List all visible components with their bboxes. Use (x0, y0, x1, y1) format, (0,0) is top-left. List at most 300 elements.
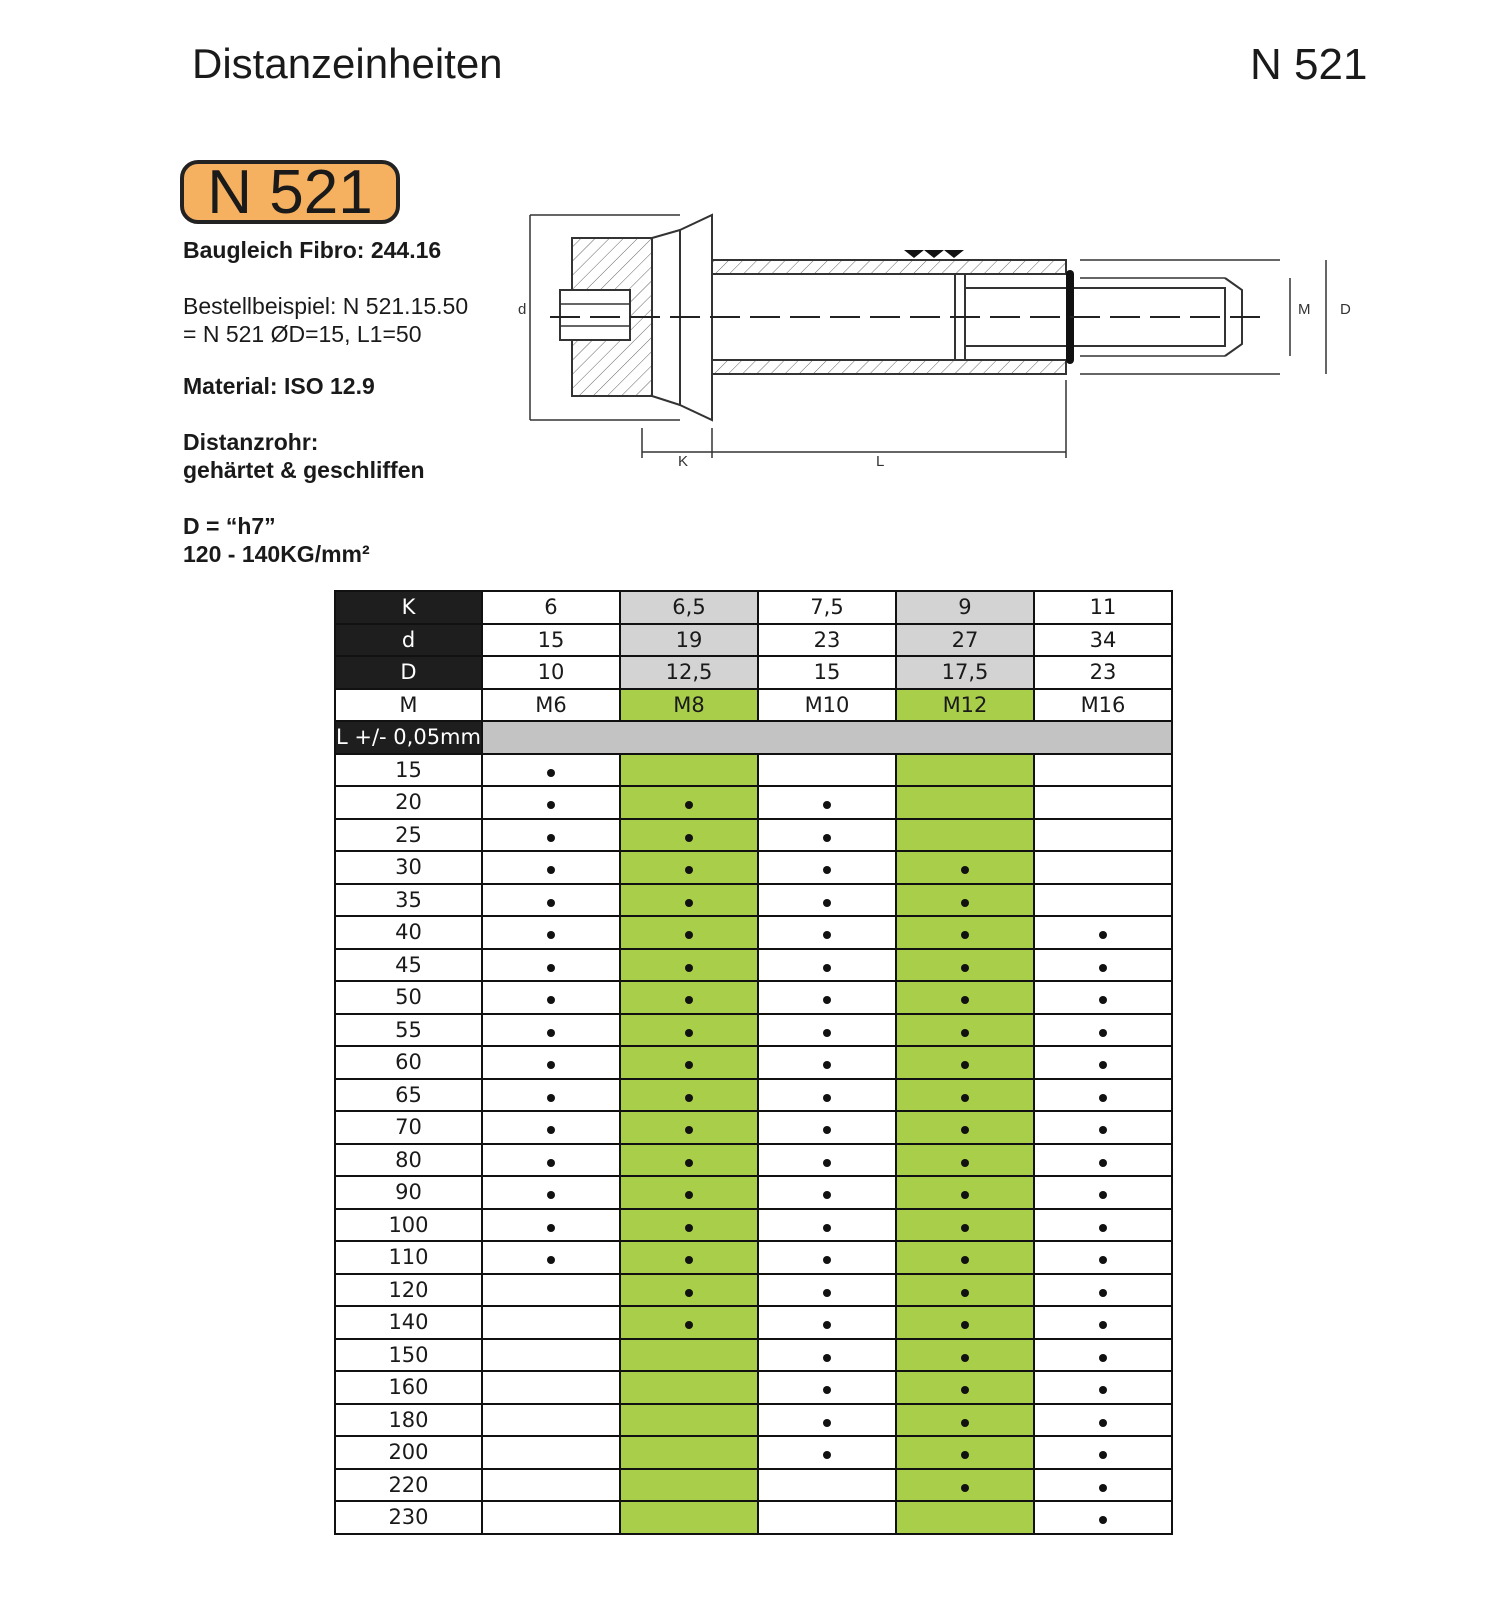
availability-cell (620, 786, 758, 819)
availability-cell (758, 1046, 896, 1079)
availability-cell (896, 1079, 1034, 1112)
table-row (335, 819, 1172, 852)
length-value: 15 (335, 754, 482, 787)
available-dot-icon (1099, 1419, 1107, 1427)
available-dot-icon (961, 996, 969, 1004)
availability-cell (482, 1371, 620, 1404)
availability-cell (482, 819, 620, 852)
availability-cell (896, 1371, 1034, 1404)
table-row (335, 754, 1172, 787)
row-label: K (335, 591, 482, 624)
availability-cell (1034, 1144, 1172, 1177)
availability-cell (1034, 786, 1172, 819)
cell-d: 19 (620, 624, 758, 657)
availability-cell (896, 1144, 1034, 1177)
availability-cell (896, 1046, 1034, 1079)
available-dot-icon (547, 1224, 555, 1232)
length-value: 120 (335, 1274, 482, 1307)
available-dot-icon (685, 1126, 693, 1134)
availability-cell (620, 981, 758, 1014)
available-dot-icon (823, 931, 831, 939)
available-dot-icon (1099, 1484, 1107, 1492)
availability-cell (482, 1501, 620, 1534)
available-dot-icon (685, 1256, 693, 1264)
available-dot-icon (961, 1386, 969, 1394)
cell-d: 23 (758, 624, 896, 657)
available-dot-icon (547, 1256, 555, 1264)
table-row (335, 981, 1172, 1014)
label-d: d (518, 301, 527, 318)
available-dot-icon (1099, 1224, 1107, 1232)
fibro-equivalent: Baugleich Fibro: 244.16 (183, 237, 442, 263)
length-value: 20 (335, 786, 482, 819)
availability-cell (1034, 1339, 1172, 1372)
available-dot-icon (547, 769, 555, 777)
table-row (335, 1111, 1172, 1144)
label-k: K (678, 453, 689, 470)
availability-cell (620, 1079, 758, 1112)
availability-cell (482, 1079, 620, 1112)
availability-cell (758, 1176, 896, 1209)
cell-d: 27 (896, 624, 1034, 657)
available-dot-icon (961, 1126, 969, 1134)
available-dot-icon (823, 1159, 831, 1167)
table-row (335, 851, 1172, 884)
row-label: M (335, 689, 482, 722)
available-dot-icon (823, 1094, 831, 1102)
available-dot-icon (547, 801, 555, 809)
available-dot-icon (685, 1224, 693, 1232)
table-row (335, 1241, 1172, 1274)
availability-cell (1034, 1111, 1172, 1144)
availability-cell (1034, 1046, 1172, 1079)
availability-cell (620, 851, 758, 884)
availability-cell (758, 819, 896, 852)
availability-cell (896, 819, 1034, 852)
availability-cell (620, 1209, 758, 1242)
availability-cell (1034, 819, 1172, 852)
availability-cell (620, 754, 758, 787)
table-row (335, 1014, 1172, 1047)
availability-cell (896, 1306, 1034, 1339)
availability-cell (896, 786, 1034, 819)
available-dot-icon (685, 1029, 693, 1037)
availability-cell (620, 1501, 758, 1534)
availability-cell (482, 1306, 620, 1339)
available-dot-icon (1099, 1159, 1107, 1167)
available-dot-icon (961, 1029, 969, 1037)
availability-cell (758, 1306, 896, 1339)
available-dot-icon (1099, 1386, 1107, 1394)
available-dot-icon (1099, 1126, 1107, 1134)
table-row (335, 916, 1172, 949)
cell-d: 34 (1034, 624, 1172, 657)
availability-cell (1034, 1436, 1172, 1469)
available-dot-icon (823, 801, 831, 809)
tolerance-spec: D = “h7” (183, 513, 276, 539)
available-dot-icon (685, 1159, 693, 1167)
availability-cell (620, 1014, 758, 1047)
availability-cell (758, 1241, 896, 1274)
table-row (335, 1371, 1172, 1404)
cell-d: 23 (1034, 656, 1172, 689)
length-header-label: L +/- 0,05mm (335, 721, 482, 754)
available-dot-icon (961, 1256, 969, 1264)
availability-cell (482, 981, 620, 1014)
available-dot-icon (685, 866, 693, 874)
availability-cell (758, 1209, 896, 1242)
available-dot-icon (1099, 931, 1107, 939)
availability-cell (1034, 1371, 1172, 1404)
availability-cell (758, 1469, 896, 1502)
availability-cell (896, 1501, 1034, 1534)
availability-cell (896, 1014, 1034, 1047)
label-m: M (1298, 301, 1311, 318)
table-row (335, 1436, 1172, 1469)
table-row (335, 1469, 1172, 1502)
table-row (335, 949, 1172, 982)
available-dot-icon (823, 1289, 831, 1297)
availability-cell (1034, 754, 1172, 787)
size-table (334, 590, 1173, 1535)
available-dot-icon (961, 1321, 969, 1329)
available-dot-icon (685, 1289, 693, 1297)
available-dot-icon (1099, 1321, 1107, 1329)
available-dot-icon (685, 931, 693, 939)
availability-cell (896, 1436, 1034, 1469)
availability-cell (620, 1111, 758, 1144)
availability-cell (620, 1306, 758, 1339)
available-dot-icon (823, 1451, 831, 1459)
availability-cell (482, 1339, 620, 1372)
available-dot-icon (547, 866, 555, 874)
available-dot-icon (823, 1029, 831, 1037)
header-row-d (335, 656, 1172, 689)
availability-cell (620, 1436, 758, 1469)
available-dot-icon (1099, 996, 1107, 1004)
availability-cell (1034, 916, 1172, 949)
availability-cell (758, 754, 896, 787)
availability-cell (482, 1436, 620, 1469)
availability-cell (1034, 981, 1172, 1014)
length-value: 230 (335, 1501, 482, 1534)
length-value: 100 (335, 1209, 482, 1242)
label-l: L (876, 453, 885, 470)
length-value: 65 (335, 1079, 482, 1112)
table-row (335, 786, 1172, 819)
available-dot-icon (1099, 1029, 1107, 1037)
available-dot-icon (1099, 964, 1107, 972)
available-dot-icon (823, 1224, 831, 1232)
availability-cell (758, 949, 896, 982)
product-code: N 521 (1250, 40, 1368, 89)
availability-cell (620, 1469, 758, 1502)
cell-d: 15 (482, 624, 620, 657)
availability-cell (482, 1209, 620, 1242)
availability-cell (482, 754, 620, 787)
available-dot-icon (823, 996, 831, 1004)
product-badge: N 521 (180, 160, 400, 224)
availability-cell (620, 1339, 758, 1372)
availability-cell (896, 1111, 1034, 1144)
table-row (335, 1209, 1172, 1242)
available-dot-icon (685, 1321, 693, 1329)
availability-cell (758, 786, 896, 819)
available-dot-icon (547, 834, 555, 842)
availability-cell (620, 1274, 758, 1307)
available-dot-icon (823, 1354, 831, 1362)
availability-cell (482, 1176, 620, 1209)
cell-m: M10 (758, 689, 896, 722)
available-dot-icon (685, 801, 693, 809)
length-value: 35 (335, 884, 482, 917)
table-row (335, 1306, 1172, 1339)
availability-cell (1034, 1404, 1172, 1437)
available-dot-icon (1099, 1289, 1107, 1297)
availability-cell (1034, 1079, 1172, 1112)
availability-cell (1034, 1014, 1172, 1047)
cell-k: 11 (1034, 591, 1172, 624)
length-value: 30 (335, 851, 482, 884)
available-dot-icon (823, 899, 831, 907)
availability-cell (620, 1176, 758, 1209)
availability-cell (896, 851, 1034, 884)
available-dot-icon (961, 1191, 969, 1199)
available-dot-icon (685, 964, 693, 972)
availability-cell (620, 1371, 758, 1404)
available-dot-icon (547, 1126, 555, 1134)
available-dot-icon (547, 1061, 555, 1069)
availability-cell (896, 949, 1034, 982)
availability-cell (482, 1241, 620, 1274)
availability-cell (482, 1404, 620, 1437)
availability-cell (758, 1111, 896, 1144)
available-dot-icon (547, 1159, 555, 1167)
length-value: 160 (335, 1371, 482, 1404)
availability-cell (896, 981, 1034, 1014)
availability-cell (482, 949, 620, 982)
availability-cell (482, 884, 620, 917)
availability-cell (896, 1241, 1034, 1274)
availability-cell (758, 1404, 896, 1437)
length-value: 55 (335, 1014, 482, 1047)
available-dot-icon (961, 1289, 969, 1297)
availability-cell (758, 1144, 896, 1177)
availability-cell (620, 1144, 758, 1177)
available-dot-icon (685, 1061, 693, 1069)
length-value: 180 (335, 1404, 482, 1437)
technical-drawing (520, 200, 1400, 490)
availability-cell (758, 851, 896, 884)
availability-cell (896, 1339, 1034, 1372)
table-row (335, 1274, 1172, 1307)
available-dot-icon (685, 899, 693, 907)
available-dot-icon (823, 1321, 831, 1329)
availability-cell (482, 1111, 620, 1144)
available-dot-icon (961, 931, 969, 939)
length-value: 60 (335, 1046, 482, 1079)
availability-cell (1034, 1469, 1172, 1502)
cell-d: 15 (758, 656, 896, 689)
availability-cell (482, 1469, 620, 1502)
table-row (335, 1079, 1172, 1112)
length-value: 110 (335, 1241, 482, 1274)
availability-cell (482, 916, 620, 949)
cell-m: M8 (620, 689, 758, 722)
available-dot-icon (961, 1354, 969, 1362)
available-dot-icon (547, 931, 555, 939)
length-value: 140 (335, 1306, 482, 1339)
table-row (335, 1144, 1172, 1177)
length-value: 50 (335, 981, 482, 1014)
availability-cell (896, 1469, 1034, 1502)
cell-k: 6 (482, 591, 620, 624)
available-dot-icon (961, 866, 969, 874)
available-dot-icon (823, 1061, 831, 1069)
cell-d: 10 (482, 656, 620, 689)
available-dot-icon (547, 1094, 555, 1102)
availability-cell (482, 1014, 620, 1047)
length-value: 90 (335, 1176, 482, 1209)
availability-cell (896, 1176, 1034, 1209)
cell-k: 6,5 (620, 591, 758, 624)
availability-cell (758, 1501, 896, 1534)
availability-cell (620, 1241, 758, 1274)
available-dot-icon (547, 1191, 555, 1199)
available-dot-icon (1099, 1451, 1107, 1459)
availability-cell (758, 884, 896, 917)
availability-cell (758, 916, 896, 949)
cell-m: M12 (896, 689, 1034, 722)
available-dot-icon (961, 1094, 969, 1102)
availability-cell (896, 1209, 1034, 1242)
availability-cell (1034, 1306, 1172, 1339)
material-spec: Material: ISO 12.9 (183, 373, 375, 399)
header-row-d (335, 624, 1172, 657)
availability-cell (1034, 1501, 1172, 1534)
table-row (335, 1176, 1172, 1209)
availability-cell (1034, 1241, 1172, 1274)
table-row (335, 1046, 1172, 1079)
available-dot-icon (823, 1419, 831, 1427)
order-example-line2: = N 521 ØD=15, L1=50 (183, 321, 422, 347)
length-value: 40 (335, 916, 482, 949)
available-dot-icon (547, 996, 555, 1004)
availability-cell (620, 884, 758, 917)
length-value: 200 (335, 1436, 482, 1469)
availability-cell (758, 1274, 896, 1307)
available-dot-icon (1099, 1256, 1107, 1264)
availability-cell (758, 1014, 896, 1047)
available-dot-icon (1099, 1191, 1107, 1199)
availability-cell (1034, 1176, 1172, 1209)
row-label: D (335, 656, 482, 689)
available-dot-icon (1099, 1516, 1107, 1524)
cell-m: M16 (1034, 689, 1172, 722)
availability-cell (1034, 1274, 1172, 1307)
availability-cell (482, 1046, 620, 1079)
available-dot-icon (961, 1224, 969, 1232)
available-dot-icon (961, 1451, 969, 1459)
available-dot-icon (961, 1061, 969, 1069)
available-dot-icon (961, 1484, 969, 1492)
availability-cell (896, 1274, 1034, 1307)
available-dot-icon (823, 1126, 831, 1134)
available-dot-icon (547, 899, 555, 907)
availability-cell (1034, 884, 1172, 917)
available-dot-icon (547, 964, 555, 972)
availability-cell (758, 1339, 896, 1372)
available-dot-icon (823, 1386, 831, 1394)
tube-spec: gehärtet & geschliffen (183, 457, 425, 483)
header-row-m (335, 689, 1172, 722)
available-dot-icon (547, 1029, 555, 1037)
available-dot-icon (1099, 1094, 1107, 1102)
table-row (335, 1404, 1172, 1437)
length-header-bar (482, 721, 1172, 754)
available-dot-icon (961, 899, 969, 907)
availability-cell (1034, 851, 1172, 884)
availability-cell (896, 754, 1034, 787)
length-value: 150 (335, 1339, 482, 1372)
cell-m: M6 (482, 689, 620, 722)
availability-cell (758, 1079, 896, 1112)
table-row (335, 884, 1172, 917)
available-dot-icon (1099, 1061, 1107, 1069)
availability-cell (758, 981, 896, 1014)
availability-cell (1034, 1209, 1172, 1242)
order-example-line1: Bestellbeispiel: N 521.15.50 (183, 293, 469, 319)
available-dot-icon (685, 834, 693, 842)
available-dot-icon (685, 996, 693, 1004)
availability-cell (620, 1046, 758, 1079)
table-row (335, 1339, 1172, 1372)
available-dot-icon (823, 834, 831, 842)
cell-d: 12,5 (620, 656, 758, 689)
length-value: 45 (335, 949, 482, 982)
availability-cell (896, 1404, 1034, 1437)
length-value: 25 (335, 819, 482, 852)
available-dot-icon (961, 964, 969, 972)
cell-k: 9 (896, 591, 1034, 624)
available-dot-icon (685, 1191, 693, 1199)
available-dot-icon (961, 1159, 969, 1167)
available-dot-icon (961, 1419, 969, 1427)
availability-cell (896, 916, 1034, 949)
available-dot-icon (823, 866, 831, 874)
availability-cell (620, 1404, 758, 1437)
available-dot-icon (1099, 1354, 1107, 1362)
availability-cell (620, 949, 758, 982)
availability-cell (620, 819, 758, 852)
header-row-k (335, 591, 1172, 624)
cell-k: 7,5 (758, 591, 896, 624)
availability-cell (758, 1436, 896, 1469)
tube-heading: Distanzrohr: (183, 429, 319, 455)
availability-cell (758, 1371, 896, 1404)
available-dot-icon (823, 964, 831, 972)
hardness-spec: 120 - 140KG/mm² (183, 541, 370, 567)
length-header-row (335, 721, 1172, 754)
available-dot-icon (823, 1256, 831, 1264)
available-dot-icon (823, 1191, 831, 1199)
length-value: 220 (335, 1469, 482, 1502)
available-dot-icon (685, 1094, 693, 1102)
row-label: d (335, 624, 482, 657)
availability-cell (482, 851, 620, 884)
availability-cell (1034, 949, 1172, 982)
length-value: 80 (335, 1144, 482, 1177)
